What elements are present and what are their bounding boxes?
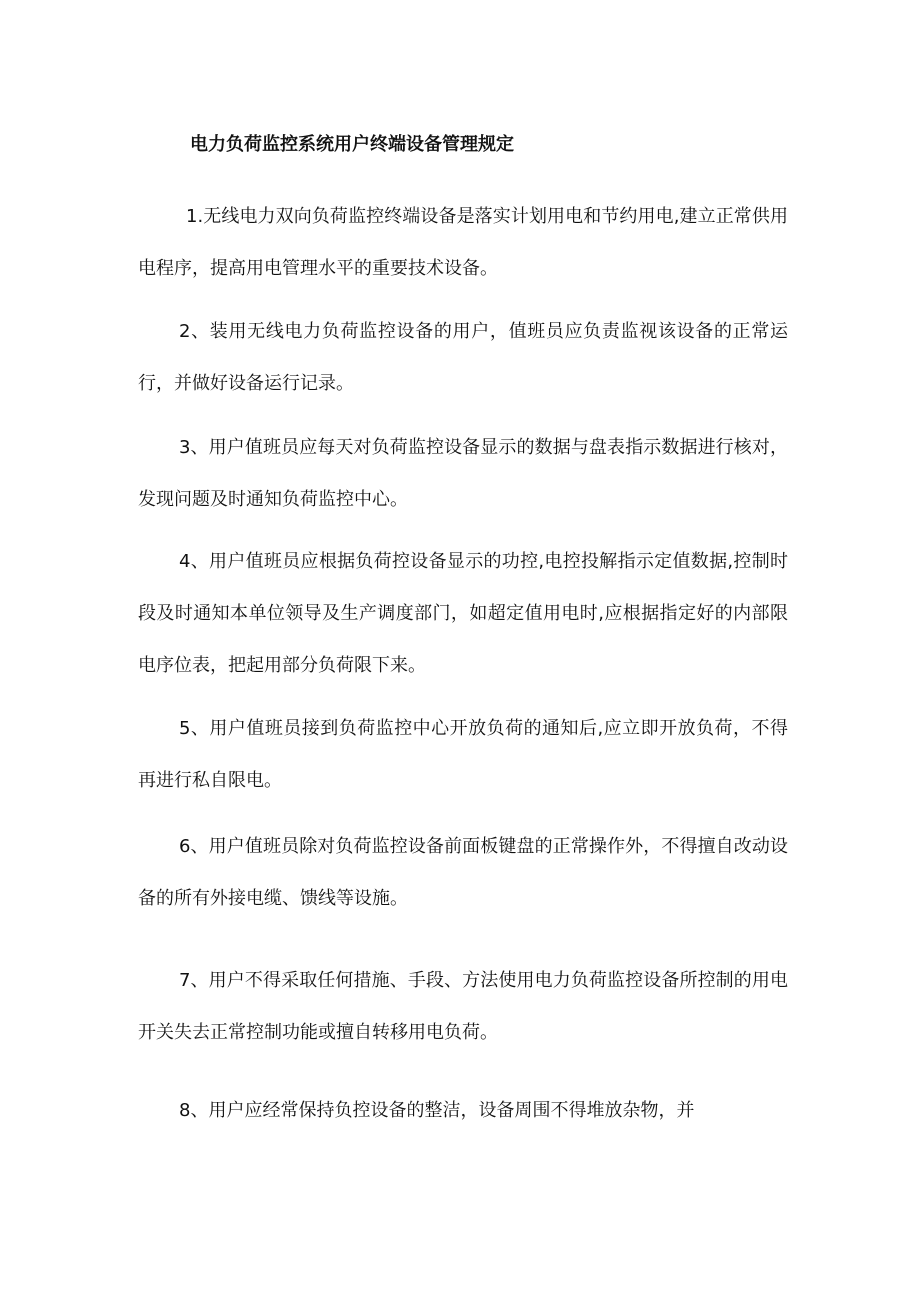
paragraph-3: 3、用户值班员应每天对负荷监控设备显示的数据与盘表指示数据进行核对，发现问题及时通知负荷监控中心。 (138, 437, 788, 510)
paragraph-6: 6、用户值班员除对负荷监控设备前面板键盘的正常操作外，不得擅自改动设备的所有外接电缆、馈线等设施。 (138, 836, 788, 909)
paragraph-4: 4、用户值班员应根据负荷控设备显示的功控,电控投解指示定值数据,控制时段及时通知本单位领导及生产调度部门，如超定值用电时,应根据指定好的内部限电序位表，把起用部分负荷限下来。 (138, 551, 788, 676)
document-title: 电力负荷监控系统用户终端设备管理规定 (190, 134, 514, 155)
paragraph-8: 8、用户应经常保持负控设备的整洁，设备周围不得堆放杂物，并 (179, 1100, 695, 1121)
paragraph-1: 1.无线电力双向负荷监控终端设备是落实计划用电和节约用电,建立正常供用电程序，提高用电管理水平的重要技术设备。 (138, 206, 788, 279)
paragraph-5: 5、用户值班员接到负荷监控中心开放负荷的通知后,应立即开放负荷，不得再进行私自限电。 (138, 718, 788, 791)
paragraph-7: 7、用户不得采取任何措施、手段、方法使用电力负荷监控设备所控制的用电开关失去正常控制功能或擅自转移用电负荷。 (138, 970, 788, 1043)
paragraph-2: 2、装用无线电力负荷监控设备的用户，值班员应负责监视该设备的正常运行，并做好设备运行记录。 (138, 321, 788, 394)
